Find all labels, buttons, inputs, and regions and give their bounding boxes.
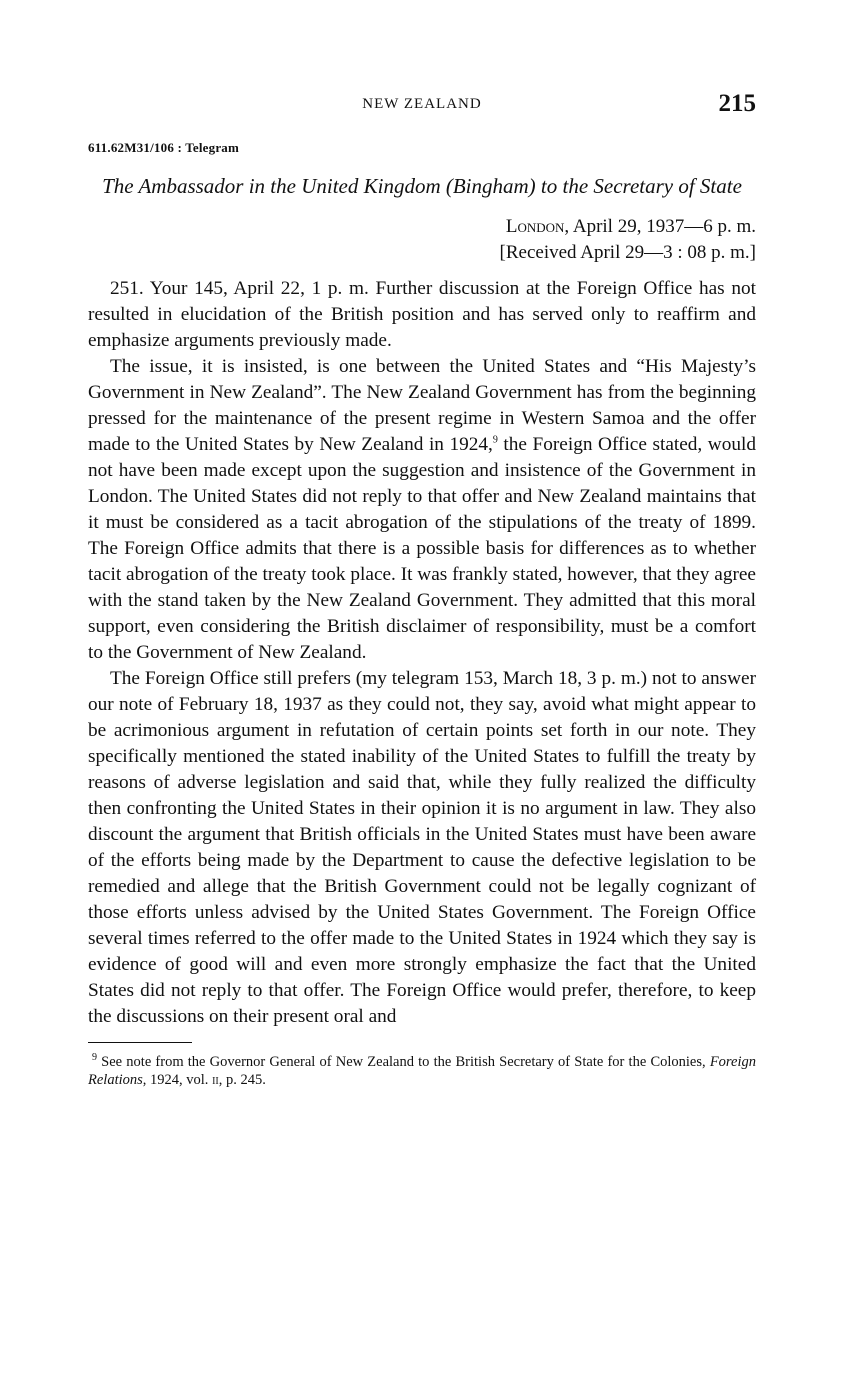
page-number: 215 [718,90,756,117]
footnote-text-b: , 1924, vol. [142,1072,213,1088]
running-header [88,90,756,120]
footnote-text-a: See note from the Governor General of New Zealand to the British Secretary of State for the Colonies, [97,1054,710,1070]
footnote-reference[interactable]: 9 [492,434,498,446]
footnote [88,1053,756,1089]
dateline [88,214,756,266]
paragraph-1: 251. Your 145, April 22, 1 p. m. Further discussion at the Foreign Office has not resulted in elucidation of the British position and has served only to reaffirm and emphasize arguments previously made. [88,278,756,351]
paragraph-2-text-a: The issue, it is insisted, is one between the United States and “His Majesty’s Government in New Zealand”. The New Zealand Government has from the beginning pressed for the maintenance of the present regime in Western Samoa and the offer made to the United States by New Zealand in 1924, [88,356,756,455]
document-title: The Ambassador in the United Kingdom (Bingham) to the Secretary of State [102,174,742,198]
telegram-body [88,276,756,1030]
dateline-place: London [505,216,565,237]
footnote-mark: 9 [92,1052,97,1064]
file-reference: 611.62M31/106 : Telegram [88,140,240,155]
paragraph-2 [88,354,756,666]
paragraph-3: The Foreign Office still prefers (my telegram 153, March 18, 3 p. m.) not to answer our note of February 18, 1937 as they could not, they say, avoid what might appear to be acrimonious argument in refutation of certain points set forth in our note. They specifically mentioned the stated inability of the United States to fulfill the treaty by reasons of adverse legislation and said that, while they fully realized the difficulty then confronting the United States in their opinion it is no argument in law. They also discount the argument that British officials in the United States must have been aware of the efforts being made by the Department to cause the defective legislation to be remedied and allege that the British Government could not be legally cognizant of those efforts unless advised by the United States Government. The Foreign Office several times referred to the offer made to the United States in 1924 which they say is evidence of good will and even more strongly emphasize the fact that the United States did not reply to that offer. The Foreign Office would prefer, therefore, to keep the discussions on their present oral and [88,668,756,1027]
running-title: NEW ZEALAND [362,96,482,112]
document-page [88,90,756,1089]
dateline-received: [Received April 29—3 : 08 p. m.] [499,242,756,263]
dateline-sent [88,214,756,240]
paragraph-2-text-b: the Foreign Office stated, would not have been made except upon the suggestion and insistence of the Government in London. The United States did not reply to that offer and New Zealand maintains that it must be considered as a tacit abrogation of the stipulations of the treaty of 1899. The Foreign Office admits that there is a possible basis for differences as to whether tacit abrogation of the treaty took place. It was frankly stated, however, that they agree with the stand taken by the New Zealand Government. They admitted that this moral support, even considering the British disclaimer of responsibility, must be a comfort to the Government of New Zealand. [88,434,756,663]
footnote-source-title: Foreign Relations [88,1054,756,1088]
dateline-date: , April 29, 1937—6 p. m. [564,216,756,237]
footnote-volume: ii [212,1072,219,1088]
footnote-text-c: , p. 245. [218,1072,266,1088]
footnote-divider [88,1042,192,1043]
